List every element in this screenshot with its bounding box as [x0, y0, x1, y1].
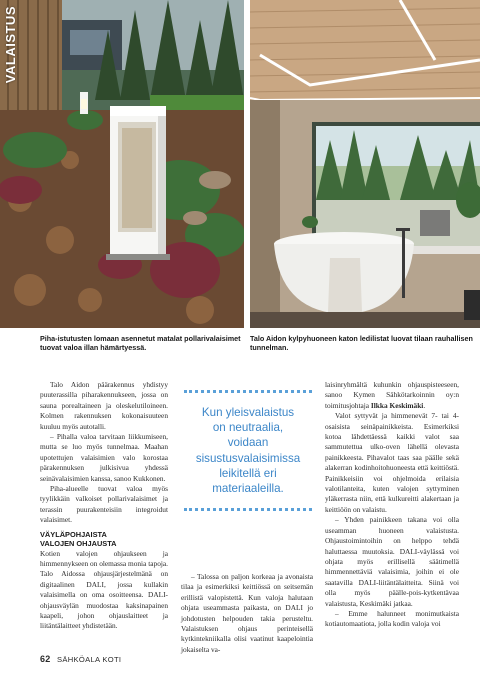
subheading [40, 530, 168, 549]
section-tab: VALAISTUS [3, 6, 18, 84]
photo-caption-left: Piha-istutusten lomaan asennetut matalat pollarivalaisimet tuovat valoa illan hämärtyessä. [40, 334, 241, 353]
pull-quote [184, 390, 312, 511]
photo-caption-right: Talo Aidon kylpyhuoneen katon ledilistat luovat tilaan rauhallisen tunnelman. [250, 334, 473, 353]
article-column-2 [181, 572, 313, 655]
paragraph: – Emme halunneet monimutkaista kotiautomaatiota, jolla kodin valoja voi [325, 608, 459, 629]
pull-quote-line: Kun yleisvalaistus [201, 406, 295, 419]
paragraph: – Pihalla valoa tarvitaan liikkumiseen, mutta se luo myös tunnelmaa. Maahan upotettujen valaisimien valo korostaa pärakennuksen julkisivua yhdessä seinävalaisimien kanssa, sanoo Kukkonen. [40, 432, 168, 483]
pull-quote-line: materiaaleilla. [212, 482, 284, 496]
page-footer [40, 654, 121, 664]
paragraph-end: . [423, 400, 426, 410]
paragraph: Kotien valojen ohjaukseen ja himmennykseen on olemassa monia tapoja. Talo Aidossa ohjausjärjestelmänä on digitaalinen DALI, jossa kullakin valaisimella on oma osoitteensa. DALI-ohjausväylän muodostaa kaksinapainen kaapeli, johon ohjauslaitteet ja liitäntälaitteet yhdistetään. [40, 548, 168, 631]
paragraph-text: laisinryhmältä kuhunkin ohjauspisteeseen, sanoo Kymen Sähkötarkoinnin oy:n toimitusjohtaja [325, 380, 459, 410]
paragraph: Valot syttyvät ja himmenevät 7- tai 4-osaisista seinäpainikkeista. Esimerkiksi kotoa lähdettäessä kaikki valot saa sammutettua ulko-oven lähellä olevasta painikkeesta. Pihavalot taas saa päälle sekä alakerran kodinhoitohuoneesta että keittiöstä. Painikkeisiin voi ohjelmoida erilaisia valotilanteita, kuten valojen syttyminen yläkerrasta niin, että kulkureitti alakertaan ja keittiöön on valaistu. [325, 411, 459, 514]
bathroom-photo [250, 0, 480, 328]
publication-name: SÄHKÖALA KOTI [57, 655, 122, 664]
pull-quote-line: voidaan [227, 436, 269, 450]
paragraph: Talo Aidon päärakennus yhdistyy puuterassilla piharakennukseen, jossa on sauna porealtaineen ja oleskelutiloineen. Kolmen rakennuksen kokonaisuuteen kuuluu myös autotalli. [40, 380, 168, 431]
subheading-line: VÄYLÄPOHJAISTA [40, 529, 107, 539]
paragraph: – Yhden painikkeen takana voi olla useamman huoneen valaistusta. Ohjaustoimintoihin on helppo tehdä haluttaessa muutoksia. DALI-väylässä voi ohjata myös erillisellä säätimellä himmennettäviä valaisimia, joihin ei ole saatavilla DALI-liitäntälaitteita. Siinä voi olla myös päälle-pois-kytkentävaa valaistusta, Keskimäki jatkaa. [325, 515, 459, 608]
page-number: 62 [40, 654, 51, 664]
pull-quote-line: leikitellä eri [219, 466, 277, 480]
pull-quote-line: sisustusvalaisimissa [195, 451, 301, 465]
paragraph [325, 380, 459, 411]
article-column-3 [325, 380, 459, 630]
pull-quote-line: on neutraalia, [212, 421, 284, 435]
paragraph: – Talossa on paljon korkeaa ja avonaista tilaa ja esimerkiksi keittiössä on seitsemän erillistä valopistettä. Kun valoja halutaan ohjata useammasta paikasta, on DALI jo johdotusten helpouden takia perusteltu. Valaistuksen ohjaus perinteisellä kytkintekniikalla olisi vaatinut kaapelointia jokaiselta va- [181, 572, 313, 654]
subheading-line: VALOJEN OHJAUSTA [40, 539, 117, 549]
article-column-1 [40, 380, 168, 632]
person-name: Ilkka Keskimäki [370, 400, 424, 410]
garden-bollard-photo [0, 0, 244, 328]
paragraph: Piha-alueelle tuovat valoa myös tyylikkäin valkoiset pollarivalaisimet ja terassin puurakenteisiin integroidut valaisimet. [40, 484, 168, 525]
